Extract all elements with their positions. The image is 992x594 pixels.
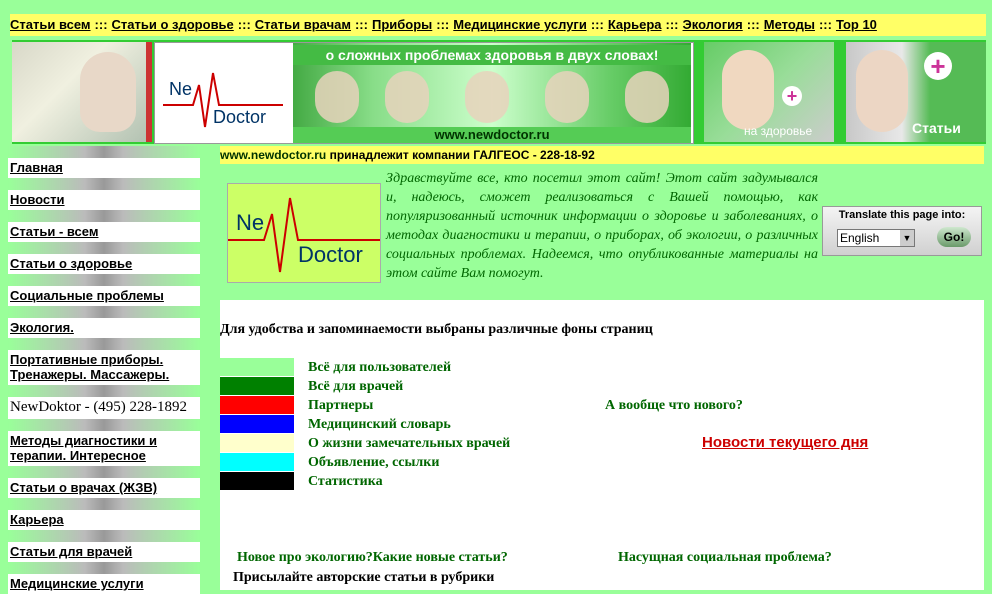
swatch-doctors (220, 377, 294, 395)
promo-articles-text: Статьи (912, 120, 961, 136)
sidebar-divider (8, 385, 200, 397)
topnav-separator: ::: (818, 17, 832, 32)
banner-main[interactable] (154, 42, 694, 144)
sidebar-link[interactable]: Статьи - всем (10, 224, 99, 239)
main-content (220, 300, 984, 590)
language-select[interactable] (837, 229, 915, 247)
welcome-text: Здравствуйте все, кто посетил этот сайт! Этот сайт задумывался и, надеюсь, сможет реализоваться с Вашей помощью, как популяризованный источник информации о здоровье и заболеваниях, о методах диагностики и терапии, о приборах, об экологии, о различных социальных проблемах. Надеемся, что опубликованные материалы на этом сайте Вам помогут. (386, 171, 818, 281)
sidebar-item-for-doctors[interactable] (8, 542, 200, 562)
topnav-separator: ::: (354, 17, 368, 32)
whats-new-heading: А вообще что нового? (605, 398, 743, 413)
backgrounds-title: Для удобства и запоминаемости выбраны различные фоны страниц (220, 322, 653, 337)
sidebar-divider (8, 242, 200, 254)
bg-label-users: Всё для пользователей (308, 360, 452, 375)
sidebar-divider (8, 338, 200, 350)
swatch-users (220, 358, 294, 376)
sidebar-link[interactable]: Социальные проблемы (10, 288, 164, 303)
woman-face-image (80, 52, 136, 132)
sidebar-divider (8, 466, 200, 478)
send-articles-text: Присылайте авторские статьи в рубрики (233, 570, 495, 585)
promo-health-text: на здоровье (744, 124, 813, 138)
sidebar-item-medical-services[interactable] (8, 574, 200, 594)
translate-widget (822, 206, 982, 256)
sidebar-nav (8, 146, 200, 594)
ecology-question: Новое про экологию?Какие новые статьи? (237, 550, 508, 565)
topnav-link-methods[interactable]: Методы (763, 17, 815, 32)
sidebar-divider (8, 530, 200, 542)
sidebar-link[interactable]: Статьи о врачах (ЖЗВ) (10, 480, 158, 495)
swatch-ads (220, 453, 294, 471)
topnav-link-medical-services[interactable]: Медицинские услуги (453, 17, 587, 32)
header-banner (12, 40, 986, 144)
banner-site-url: www.newdoctor.ru (293, 127, 691, 143)
sidebar-divider (8, 306, 200, 318)
topnav-separator: ::: (94, 17, 108, 32)
sidebar-item-career[interactable] (8, 510, 200, 530)
topnav-link-top10[interactable]: Top 10 (835, 17, 877, 32)
language-select-value: English (840, 231, 880, 245)
sidebar-phone: NewDoktor - (495) 228-1892 (8, 397, 200, 419)
topnav-link-all-articles[interactable]: Статьи всем (10, 17, 91, 32)
sidebar-link[interactable]: Медицинские услуги (10, 576, 144, 591)
translate-go-button[interactable]: Go! (937, 227, 971, 247)
sidebar-item-health-articles[interactable] (8, 254, 200, 274)
sidebar-item-doctors-zhzv[interactable] (8, 478, 200, 498)
logo-doctor-text: Doctor (213, 107, 267, 127)
sidebar-item-methods[interactable] (8, 431, 200, 466)
sidebar-link[interactable]: Карьера (10, 512, 64, 527)
info-company-text: принадлежит компании ГАЛГЕОС - 228-18-92 (326, 148, 595, 162)
logo-ne-text: Ne (169, 79, 193, 99)
sidebar-divider (8, 498, 200, 510)
topnav-link-health-articles[interactable]: Статьи о здоровье (111, 17, 234, 32)
sidebar-item-articles-all[interactable] (8, 222, 200, 242)
swatch-doctors-lives (220, 434, 294, 452)
banner-promo-articles[interactable] (846, 42, 986, 142)
topnav-link-career[interactable]: Карьера (607, 17, 662, 32)
woman-face-image (722, 50, 774, 130)
sidebar-divider (8, 562, 200, 574)
sidebar-divider (8, 178, 200, 190)
logo-ne-text: Ne (236, 210, 265, 235)
banner-slogan: о сложных проблемах здоровья в двух словах! (293, 45, 691, 65)
bg-label-ads: Объявление, ссылки (308, 455, 440, 470)
banner-promo-health[interactable] (704, 42, 834, 142)
sidebar-link[interactable]: Главная (10, 160, 63, 175)
sidebar-divider (8, 146, 200, 158)
woman-face-image (856, 50, 908, 132)
plus-icon: + (924, 52, 952, 80)
banner-divider (146, 42, 152, 142)
banner-photo-woman[interactable] (12, 42, 152, 142)
person-photo (385, 71, 429, 123)
sidebar-link[interactable]: Статьи о здоровье (10, 256, 133, 271)
bg-label-doctors-lives: О жизни замечательных врачей (308, 436, 511, 451)
sidebar-item-home[interactable] (8, 158, 200, 178)
swatch-statistics (220, 472, 294, 490)
bg-label-dictionary: Медицинский словарь (308, 417, 451, 432)
topnav-separator: ::: (436, 17, 450, 32)
topnav-separator: ::: (665, 17, 679, 32)
todays-news-link[interactable]: Новости текущего дня (702, 434, 869, 451)
person-photo (625, 71, 669, 123)
sidebar-link[interactable]: Статьи для врачей (10, 544, 133, 559)
translate-title: Translate this page into: (838, 209, 966, 221)
sidebar-link[interactable]: Экология. (10, 320, 74, 335)
sidebar-item-devices[interactable] (8, 350, 200, 385)
topnav-link-devices[interactable]: Приборы (371, 17, 433, 32)
top-navigation (10, 14, 986, 36)
topnav-separator: ::: (590, 17, 604, 32)
social-problem-question: Насущная социальная проблема? (618, 550, 832, 565)
bg-label-partners: Партнеры (308, 398, 374, 413)
person-photo (315, 71, 359, 123)
sidebar-item-social[interactable] (8, 286, 200, 306)
chevron-down-icon[interactable]: ▼ (900, 230, 914, 246)
sidebar-link[interactable]: Методы диагностики и терапии. Интересное (10, 433, 158, 463)
person-photo (465, 71, 509, 123)
info-site-url: www.newdoctor.ru (220, 148, 327, 162)
bg-label-statistics: Статистика (308, 474, 383, 489)
sidebar-divider (8, 210, 200, 222)
sidebar-link[interactable]: Новости (10, 192, 65, 207)
plus-icon: + (782, 86, 802, 106)
person-photo (545, 71, 589, 123)
topnav-link-doctor-articles[interactable]: Статьи врачам (254, 17, 351, 32)
swatch-partners (220, 396, 294, 414)
newdoctor-logo-large (227, 183, 381, 283)
sidebar-divider (8, 419, 200, 431)
bg-label-doctors: Всё для врачей (308, 379, 404, 394)
sidebar-item-ecology[interactable] (8, 318, 200, 338)
sidebar-link[interactable]: Портативные приборы. Тренажеры. Массажеры. (10, 352, 170, 382)
swatch-dictionary (220, 415, 294, 433)
logo-doctor-text: Doctor (298, 242, 363, 267)
topnav-link-ecology[interactable]: Экология (682, 17, 743, 32)
topnav-separator: ::: (237, 17, 251, 32)
sidebar-item-news[interactable] (8, 190, 200, 210)
sidebar-divider (8, 274, 200, 286)
newdoctor-logo (163, 65, 283, 135)
topnav-separator: ::: (746, 17, 760, 32)
company-info-bar (220, 146, 984, 164)
